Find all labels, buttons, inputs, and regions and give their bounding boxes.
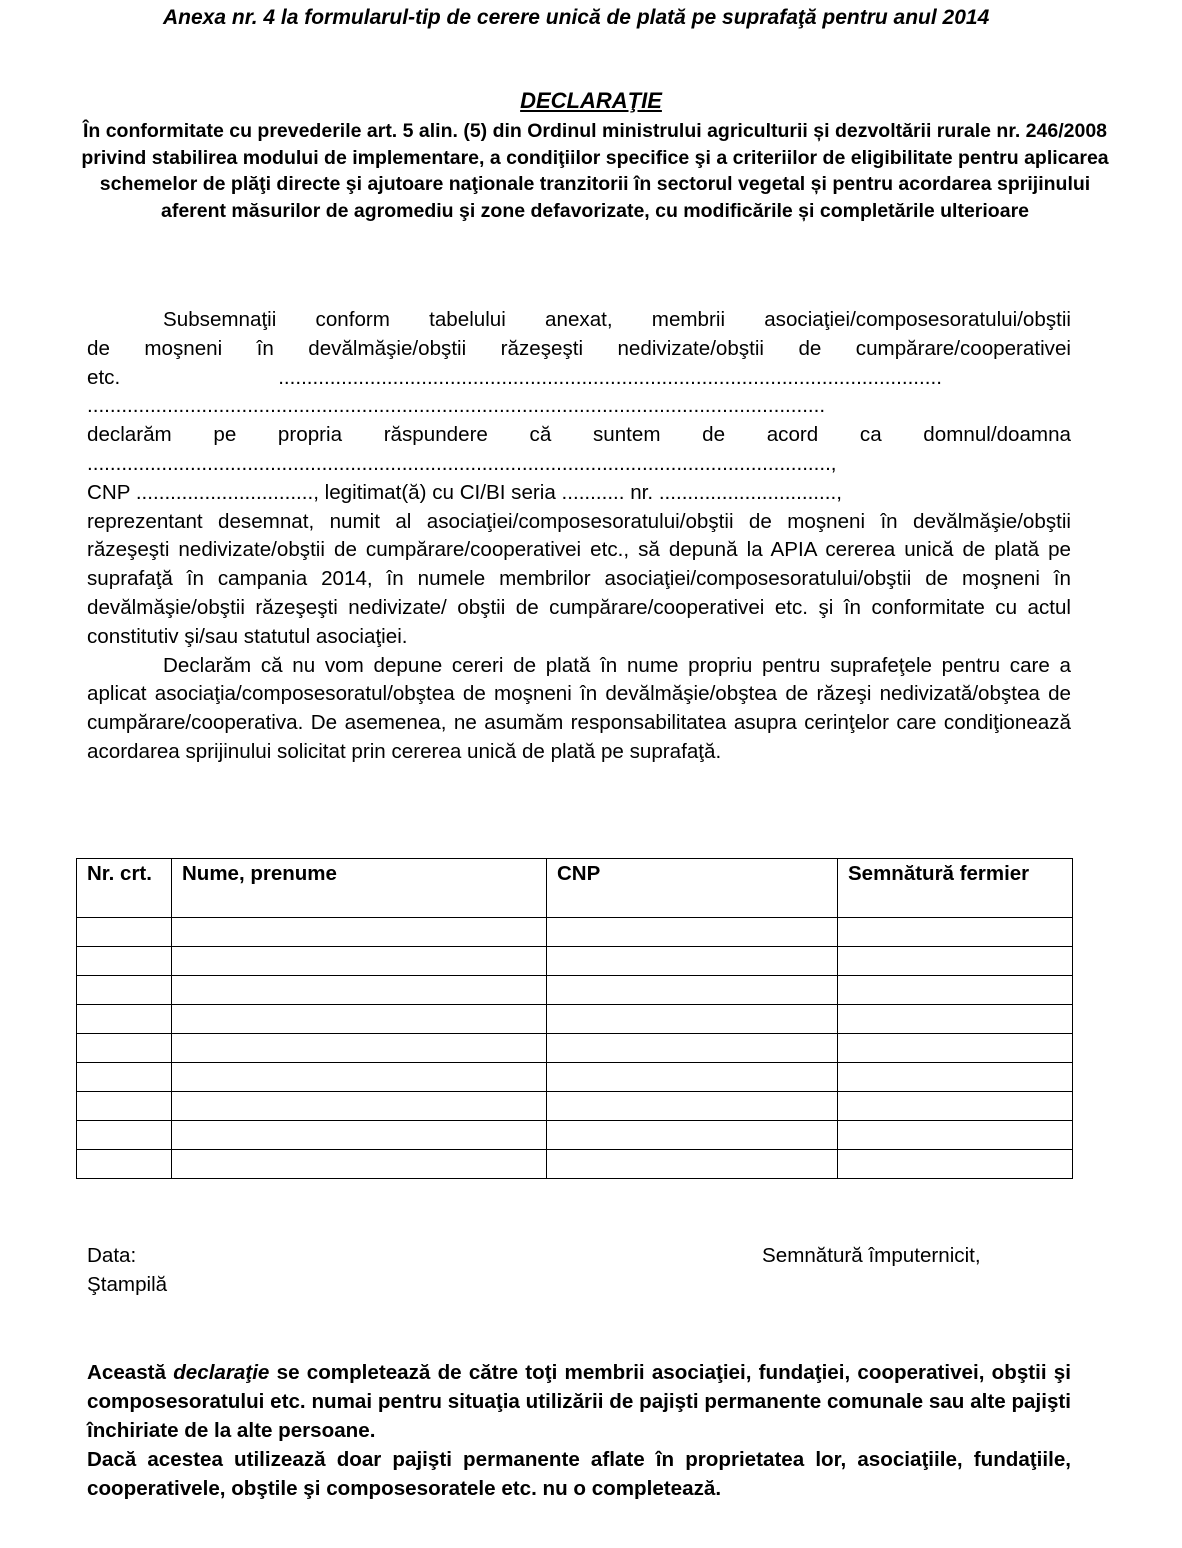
legal-basis: În conformitate cu prevederile art. 5 alin. (5) din Ordinul ministrului agriculturii și dezvoltării rurale nr. 246/2008 privind stabilirea modului de implementare, a condiţiilor specifice şi a criteriilor de eligibilitate pentru aplicarea schemelor de plăţi directe şi ajutoare naţionale tranzitorii în sectorul vegetal și pentru acordarea sprijinului aferent măsurilor de agromediu şi zone defavorizate, cu modificările și completările ulterioare [81,120,1109,222]
cnp-id-line: CNP ..............................., legitimat(ă) cu CI/BI seria ........... nr. ..............................., [87,480,842,504]
cell-nr [77,947,172,976]
cell-nr [77,918,172,947]
table-row [77,1150,1073,1179]
cell-cnp [547,1092,838,1121]
cell-cnp [547,1150,838,1179]
table-row [77,1034,1073,1063]
association-name-blank-2: ................................................................................................................................. [87,394,826,418]
table-row [77,1092,1073,1121]
cell-cnp [547,947,838,976]
cell-nr [77,1063,172,1092]
declaration-body [87,306,1071,767]
header-nr-crt: Nr. crt. [77,859,172,918]
cell-signature [838,947,1073,976]
header-name: Nume, prenume [172,859,547,918]
body-paragraph: reprezentant desemnat, numit al asociaţiei/composesoratului/obştii de moşneni în devălmăşie/obştii răzeşeşti nedivizate/obştii de cumpărare/cooperativei etc., să depună la APIA cererea unică de plată pe suprafaţă în campania 2014, în numele membrilor asociaţiei/composesoratului/obştii de moşneni în devălmăşie/obştii răzeşeşti nedivizate/ obştii de cumpărare/cooperativei etc. şi în conformitate cu actul constitutiv şi/sau statutul asociaţiei. [87,509,1071,648]
header-signature: Semnătură fermier [838,859,1073,918]
body-line: de moşneni în devălmăşie/obştii răzeşeşti nedivizate/obştii de cumpărare/cooperativei [87,336,1071,360]
cell-name [172,947,547,976]
cell-name [172,1034,547,1063]
cell-nr [77,1092,172,1121]
date-label: Data: [87,1244,137,1267]
cell-nr [77,976,172,1005]
members-table [76,858,1073,1179]
cell-cnp [547,1034,838,1063]
table-header-row [77,859,1073,918]
annex-heading: Anexa nr. 4 la formularul-tip de cerere unică de plată pe suprafaţă pentru anul 2014 [163,6,990,29]
cell-signature [838,976,1073,1005]
table-body [77,918,1073,1179]
cell-cnp [547,1063,838,1092]
representative-name-blank: .................................................................................................................................., [87,451,837,475]
table-row [77,976,1073,1005]
table-row [77,1005,1073,1034]
body-line: Subsemnaţii conform tabelului anexat, membrii asociaţiei/composesoratului/obştii [163,308,1071,331]
body-line: declarăm pe propria răspundere că suntem de acord ca domnul/doamna [87,423,1071,447]
cell-cnp [547,1121,838,1150]
cell-cnp [547,976,838,1005]
cell-name [172,1092,547,1121]
cell-cnp [547,1005,838,1034]
note-text-italic: declaraţie [173,1361,270,1384]
cell-signature [838,1063,1073,1092]
signature-label: Semnătură împuternicit, [762,1244,981,1267]
cell-nr [77,1005,172,1034]
cell-name [172,918,547,947]
table-row [77,1121,1073,1150]
cell-name [172,1005,547,1034]
cell-signature [838,918,1073,947]
document-title: DECLARAŢIE [520,88,662,113]
cell-signature [838,1034,1073,1063]
cell-signature [838,1092,1073,1121]
body-line [87,364,1071,393]
cell-nr [77,1150,172,1179]
association-name-blank: .................................................................................................................... [278,365,942,389]
table-row [77,947,1073,976]
cell-nr [77,1121,172,1150]
cell-name [172,976,547,1005]
cell-name [172,1121,547,1150]
cell-signature [838,1121,1073,1150]
completion-note [87,1358,1071,1503]
body-paragraph-2: Declarăm că nu vom depune cereri de plată în nume propriu pentru suprafeţele pentru care a aplicat asociaţia/composesoratul/obştea de moşneni în devălmăşie/obştea de răzeşi nedivizată/obştea de cumpărare/cooperativa. De asemenea, ne asumăm responsabilitatea asupra cerinţelor care condiţionează acordarea sprijinului solicitat prin cererea unică de plată pe suprafaţă. [87,653,1071,763]
cell-signature [838,1005,1073,1034]
note-text: Această [87,1361,174,1384]
note-text: se completează de către toţi membrii asociaţiei, fundaţiei, cooperativei, obştii şi composesoratului etc. numai pentru situaţia utilizării de pajişti permanente comunale sau alte pajişti închiriate de la alte persoane. [87,1361,1071,1442]
table-row [77,1063,1073,1092]
header-cnp: CNP [547,859,838,918]
cell-nr [77,1034,172,1063]
note-text-2: Dacă acestea utilizează doar pajişti permanente aflate în proprietatea lor, asociaţiile, fundaţiile, cooperativele, obştile şi composesoratele etc. nu o completează. [87,1448,1071,1500]
stamp-label: Ştampilă [87,1273,168,1296]
cell-cnp [547,918,838,947]
cell-name [172,1150,547,1179]
cell-name [172,1063,547,1092]
etc-label: etc. [87,365,121,389]
cell-signature [838,1150,1073,1179]
table-row [77,918,1073,947]
